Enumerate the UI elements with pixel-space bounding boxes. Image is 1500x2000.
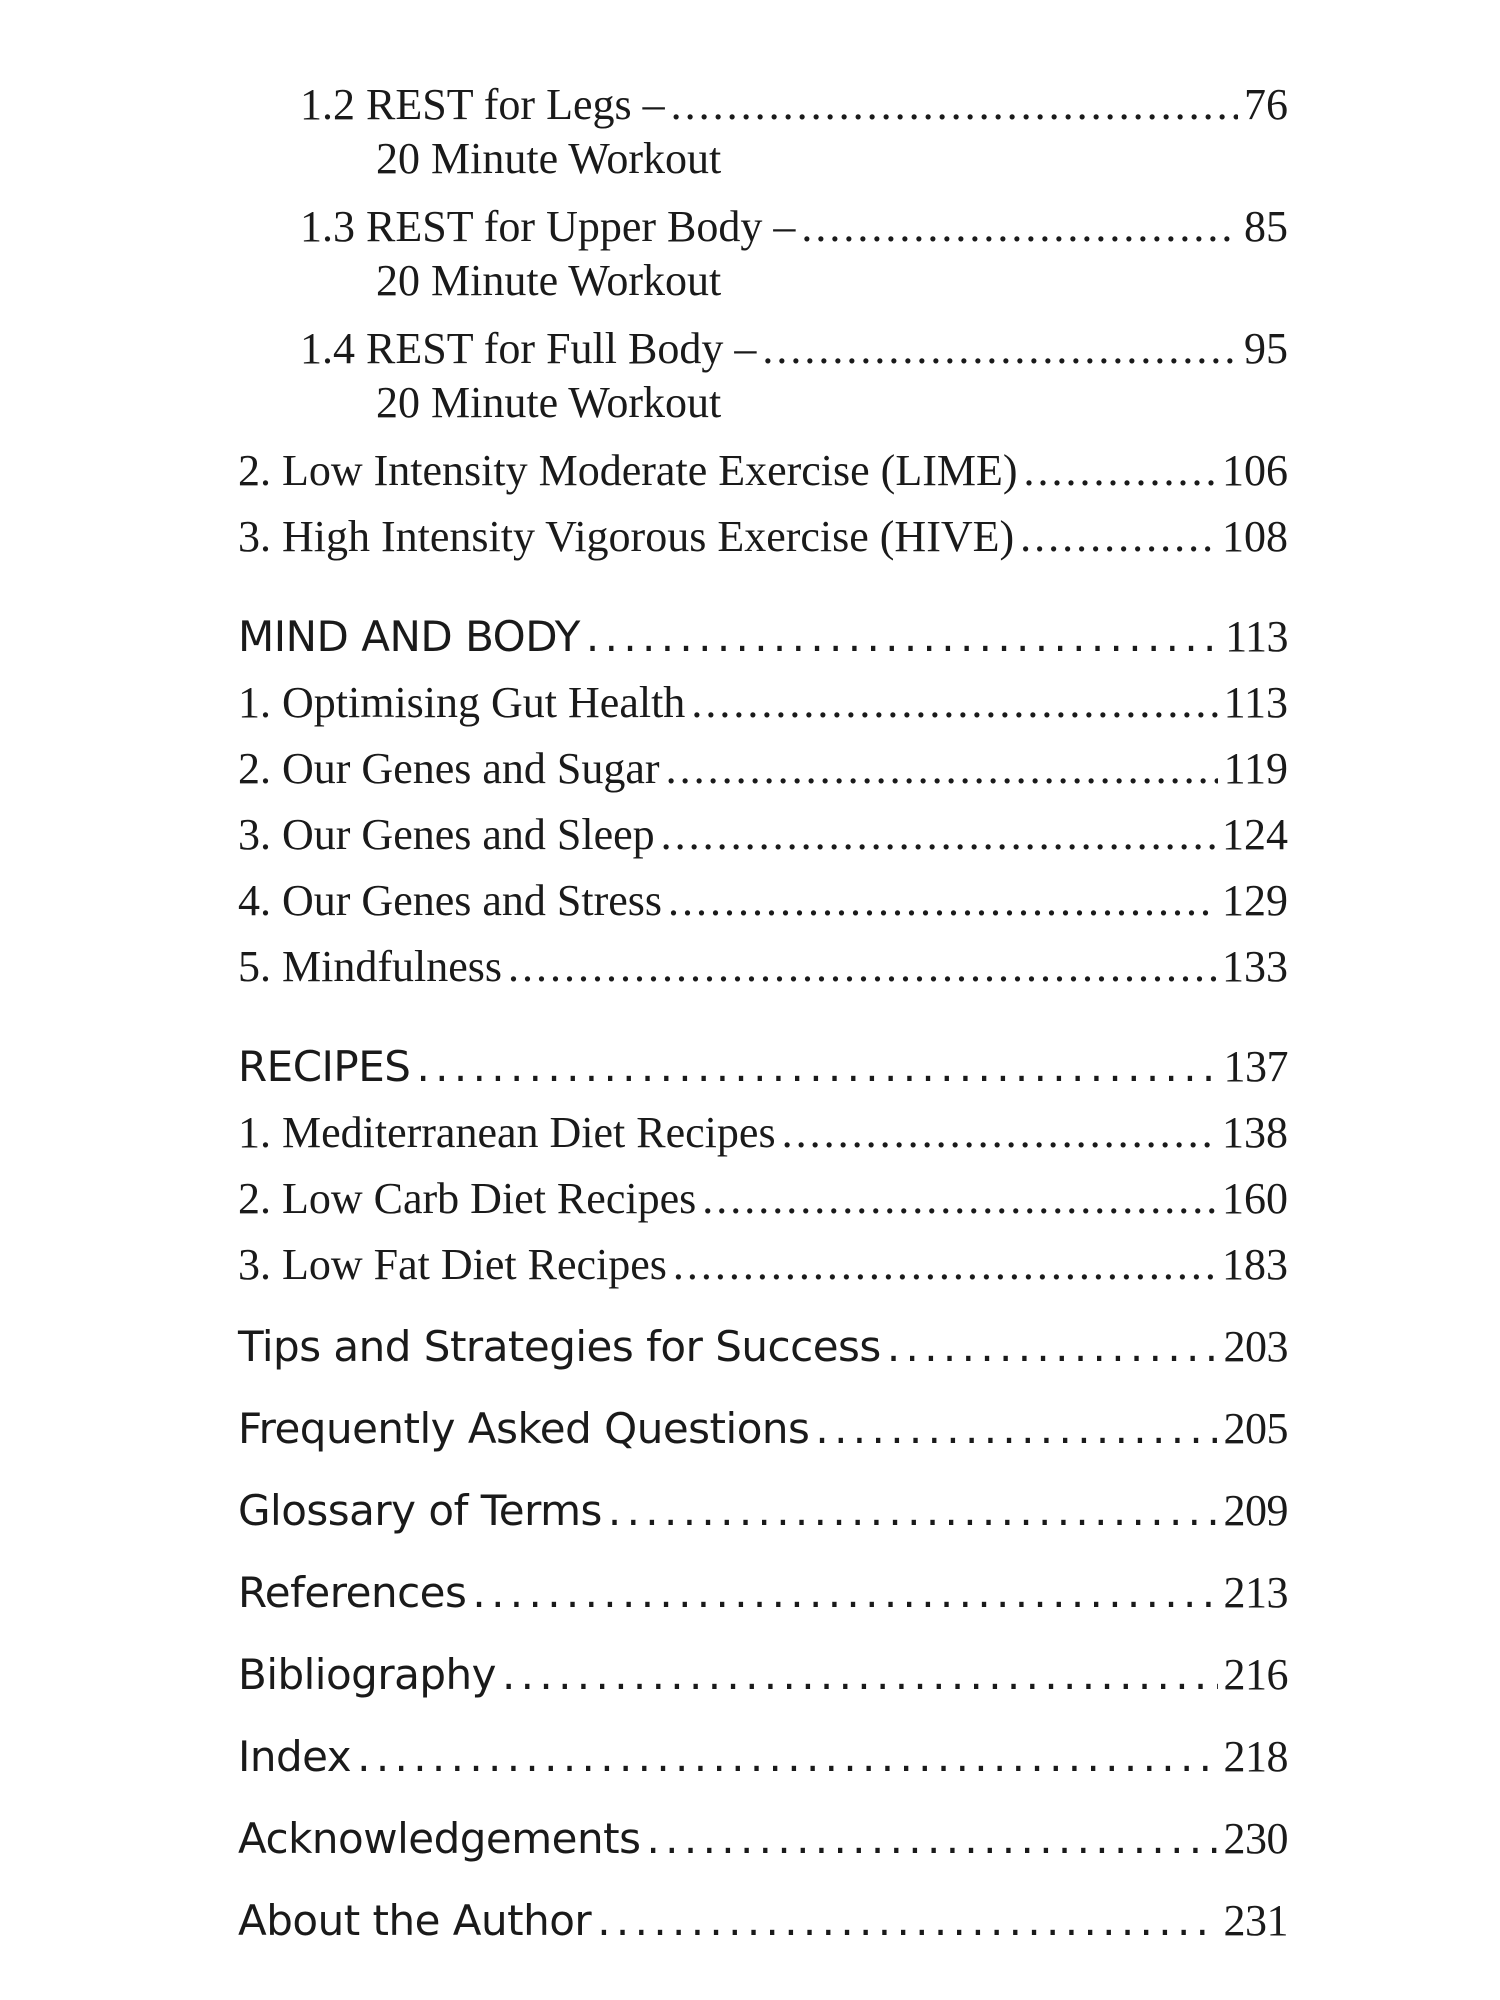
- dot-leader: [608, 1484, 1218, 1538]
- toc-entry-genes-sleep: [238, 808, 1288, 862]
- toc-page-number: 231: [1223, 1896, 1288, 1945]
- dot-leader: [762, 322, 1238, 376]
- dot-leader: [661, 808, 1216, 862]
- dot-leader: [416, 1040, 1217, 1094]
- toc-page-number: 76: [1244, 80, 1288, 129]
- toc-page-number: 108: [1222, 512, 1288, 561]
- toc-entry-title: 1.2 REST for Legs –: [300, 80, 665, 129]
- toc-page-number: 160: [1222, 1174, 1288, 1223]
- dot-leader: [586, 610, 1219, 664]
- toc-page-number: 203: [1223, 1322, 1288, 1371]
- dot-leader: [815, 1402, 1217, 1456]
- dot-leader: [782, 1106, 1216, 1160]
- dot-leader: [668, 874, 1216, 928]
- toc-entry-title: 1.4 REST for Full Body –: [300, 324, 757, 373]
- dot-leader: [508, 940, 1216, 994]
- toc-section-title: About the Author: [238, 1896, 592, 1945]
- dot-leader: [1024, 444, 1216, 498]
- toc-entry-genes-stress: [238, 874, 1288, 928]
- dot-leader: [646, 1812, 1217, 1866]
- toc-page-number: 137: [1223, 1042, 1288, 1091]
- toc-page-number: 106: [1222, 446, 1288, 495]
- toc-section-title: RECIPES: [238, 1042, 411, 1091]
- dot-leader: [691, 676, 1217, 730]
- toc-entry-mindfulness: [238, 940, 1288, 994]
- dot-leader: [502, 1648, 1218, 1702]
- dot-leader: [472, 1566, 1217, 1620]
- toc-page-number: 138: [1222, 1108, 1288, 1157]
- toc-section-recipes: [238, 1040, 1288, 1094]
- toc-entry-genes-sugar: [238, 742, 1288, 796]
- toc-page-number: 119: [1223, 744, 1288, 793]
- toc-entry-rest-legs: [238, 78, 1288, 186]
- toc-page-number: 216: [1223, 1650, 1288, 1699]
- toc-entry-title: 4. Our Genes and Stress: [238, 876, 663, 925]
- toc-entry-about-author: [238, 1894, 1288, 1948]
- toc-page-number: 213: [1223, 1568, 1288, 1617]
- toc-section-title: Index: [238, 1732, 352, 1781]
- toc-section-mind-and-body: [238, 610, 1288, 664]
- toc-entry-index: [238, 1730, 1288, 1784]
- dot-leader: [801, 200, 1238, 254]
- toc-entry-title: 1.3 REST for Upper Body –: [300, 202, 796, 251]
- toc-section-title: Bibliography: [238, 1650, 496, 1699]
- toc-entry-title: 3. Our Genes and Sleep: [238, 810, 655, 859]
- toc-entry-gut-health: [238, 676, 1288, 730]
- toc-entry-subtitle: 20 Minute Workout: [376, 134, 722, 183]
- toc-section-title: Glossary of Terms: [238, 1486, 602, 1535]
- toc-entry-rest-full-body: [238, 322, 1288, 430]
- toc-entry-low-carb: [238, 1172, 1288, 1226]
- toc-entry-glossary: [238, 1484, 1288, 1538]
- toc-entry-title: 2. Low Carb Diet Recipes: [238, 1174, 697, 1223]
- toc-entry-acknowledgements: [238, 1812, 1288, 1866]
- toc-entry-references: [238, 1566, 1288, 1620]
- toc-page-number: 183: [1222, 1240, 1288, 1289]
- toc-entry-mediterranean: [238, 1106, 1288, 1160]
- dot-leader: [597, 1894, 1217, 1948]
- toc-entry-faq: [238, 1402, 1288, 1456]
- toc-page-number: 113: [1223, 678, 1288, 727]
- toc-entry-lime: [238, 444, 1288, 498]
- toc-page-number: 133: [1222, 942, 1288, 991]
- dot-leader: [702, 1172, 1216, 1226]
- toc-entry-hive: [238, 510, 1288, 564]
- toc-page-number: 113: [1225, 612, 1288, 661]
- toc-entry-subtitle: 20 Minute Workout: [376, 378, 722, 427]
- dot-leader: [357, 1730, 1217, 1784]
- dot-leader: [671, 78, 1238, 132]
- dot-leader: [1020, 510, 1216, 564]
- toc-entry-tips: [238, 1320, 1288, 1374]
- toc-entry-title: 1. Mediterranean Diet Recipes: [238, 1108, 776, 1157]
- toc-entry-rest-upper-body: [238, 200, 1288, 308]
- toc-page-number: 205: [1223, 1404, 1288, 1453]
- toc-page-number: 124: [1222, 810, 1288, 859]
- toc-page-number: 95: [1244, 324, 1288, 373]
- toc-page-number: 85: [1244, 202, 1288, 251]
- dot-leader: [673, 1238, 1216, 1292]
- toc-page-number: 209: [1223, 1486, 1288, 1535]
- toc-entry-title: 3. Low Fat Diet Recipes: [238, 1240, 667, 1289]
- toc-entry-title: 1. Optimising Gut Health: [238, 678, 686, 727]
- toc-entry-title: 3. High Intensity Vigorous Exercise (HIVE): [238, 512, 1015, 561]
- toc-page-number: 218: [1223, 1732, 1288, 1781]
- toc-entry-title: 2. Our Genes and Sugar: [238, 744, 660, 793]
- dot-leader: [666, 742, 1218, 796]
- toc-section-title: Acknowledgements: [238, 1814, 641, 1863]
- toc-section-title: MIND AND BODY: [238, 612, 580, 661]
- toc-page-number: 129: [1222, 876, 1288, 925]
- toc-page-number: 230: [1223, 1814, 1288, 1863]
- toc-entry-low-fat: [238, 1238, 1288, 1292]
- toc-entry-bibliography: [238, 1648, 1288, 1702]
- toc-section-title: Frequently Asked Questions: [238, 1404, 810, 1453]
- toc-entry-title: 5. Mindfulness: [238, 942, 502, 991]
- toc-section-title: Tips and Strategies for Success: [238, 1322, 881, 1371]
- dot-leader: [887, 1320, 1218, 1374]
- toc-entry-title: 2. Low Intensity Moderate Exercise (LIME): [238, 446, 1018, 495]
- toc-entry-subtitle: 20 Minute Workout: [376, 256, 722, 305]
- toc-section-title: References: [238, 1568, 467, 1617]
